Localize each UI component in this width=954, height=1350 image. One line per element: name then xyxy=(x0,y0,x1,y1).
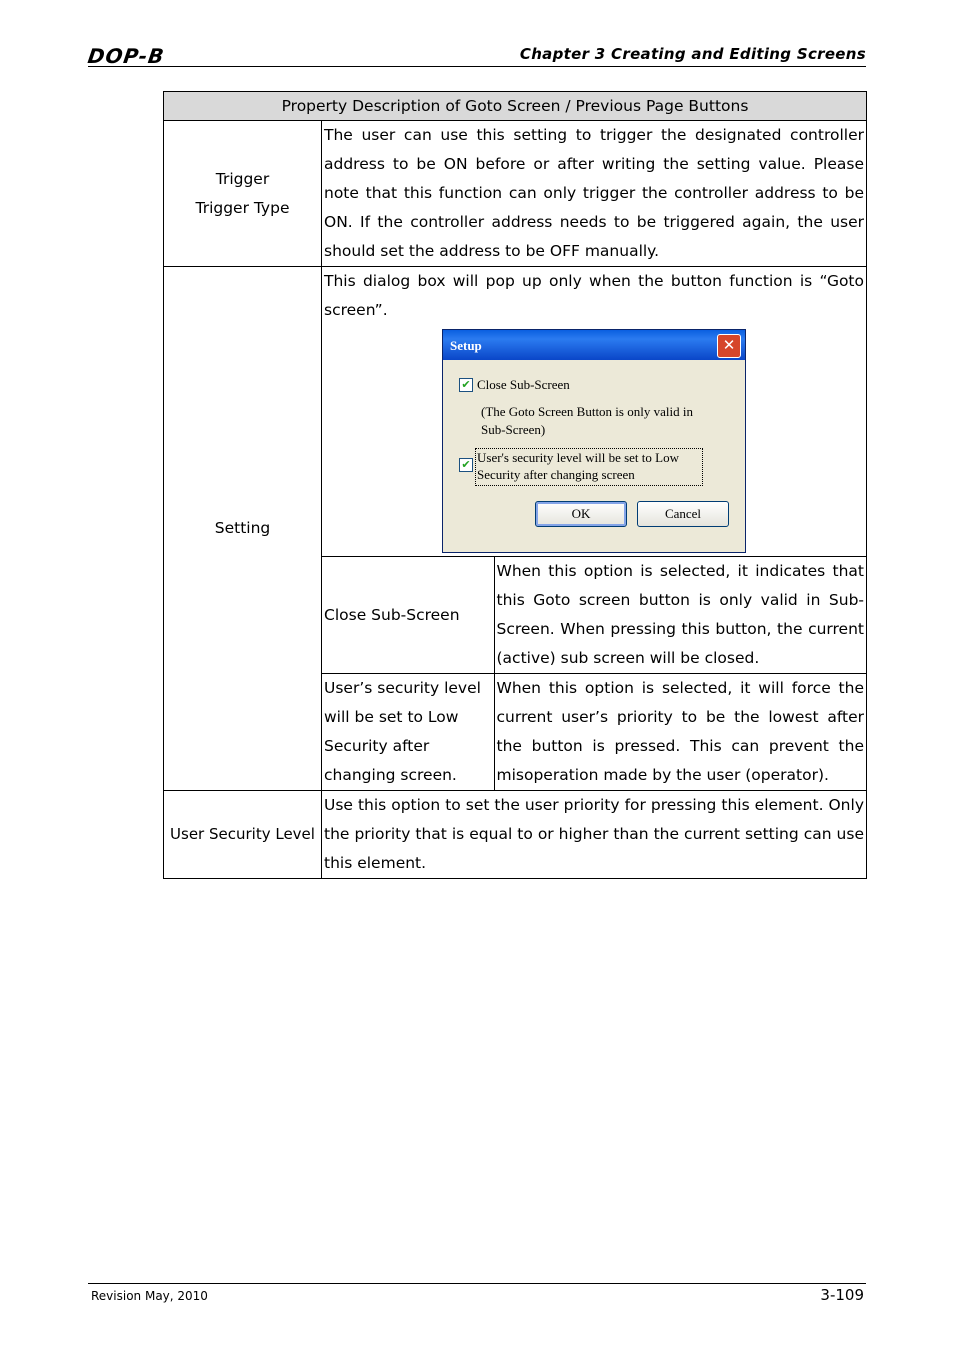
page-footer xyxy=(88,1283,866,1304)
close-sub-screen-checkbox[interactable]: ✔ xyxy=(459,378,473,392)
dialog-note-line1: (The Goto Screen Button is only valid in xyxy=(481,404,693,419)
trigger-label-cell xyxy=(164,121,322,267)
security-level-label-line2: Security after changing screen xyxy=(477,467,635,482)
close-icon[interactable]: ✕ xyxy=(717,334,741,358)
option-description-security-level: When this option is selected, it will force the current user’s priority to be the lowest after the button is pressed. This can prevent the misoperation made by the user (operator). xyxy=(494,674,866,791)
setting-label: Setting xyxy=(164,267,322,791)
setting-content-cell xyxy=(322,267,867,791)
trigger-label: Trigger xyxy=(215,169,270,188)
security-description: Use this option to set the user priority for pressing this element. Only the priority that is equal to or higher than the current setting can use this element. xyxy=(322,791,867,879)
dop-b-logo: DOP-B xyxy=(86,44,167,68)
cancel-button[interactable]: Cancel xyxy=(637,501,729,527)
page-number: 3-109 xyxy=(820,1286,864,1304)
setting-options-table xyxy=(322,556,866,790)
page-header xyxy=(88,40,866,67)
table-row xyxy=(322,557,866,674)
table-title: Property Description of Goto Screen / Previous Page Buttons xyxy=(164,92,867,121)
table-row-setting xyxy=(164,267,867,791)
dialog-body xyxy=(447,360,741,548)
table-row-trigger xyxy=(164,121,867,267)
close-sub-screen-label: Close Sub-Screen xyxy=(477,377,570,392)
ok-button[interactable]: OK xyxy=(535,501,627,527)
property-table xyxy=(163,91,867,879)
chapter-title: Chapter 3 Creating and Editing Screens xyxy=(519,45,866,63)
table-row xyxy=(322,674,866,791)
dialog-title: Setup xyxy=(450,338,482,353)
option-description-close-sub-screen: When this option is selected, it indicates that this Goto screen button is only valid in Sub-Screen. When pressing this button, the current (active) sub screen will be closed. xyxy=(494,557,866,674)
trigger-description: The user can use this setting to trigger the designated controller address to be ON before or after writing the setting value. Please note that this function can only trigger the controller address to be ON. If the controller address needs to be triggered again, the user should set the address to be OFF manually. xyxy=(322,121,867,267)
setup-dialog-screenshot xyxy=(442,329,746,553)
dialog-note-line2: Sub-Screen) xyxy=(481,422,546,437)
setting-description: This dialog box will pop up only when the button function is “Goto screen”. xyxy=(324,272,864,319)
option-name-close-sub-screen: Close Sub-Screen xyxy=(322,557,494,674)
trigger-type-label: Trigger Type xyxy=(195,198,290,217)
dialog-titlebar xyxy=(443,330,745,360)
security-level-checkbox[interactable]: ✔ xyxy=(459,458,473,472)
revision-date: Revision May, 2010 xyxy=(91,1289,208,1303)
security-label: User Security Level xyxy=(164,791,322,879)
security-level-label-line1: User's security level will be set to Low xyxy=(477,450,679,465)
option-name-security-level: User’s security level will be set to Low Security after changing screen. xyxy=(322,674,494,791)
table-row-security xyxy=(164,791,867,879)
